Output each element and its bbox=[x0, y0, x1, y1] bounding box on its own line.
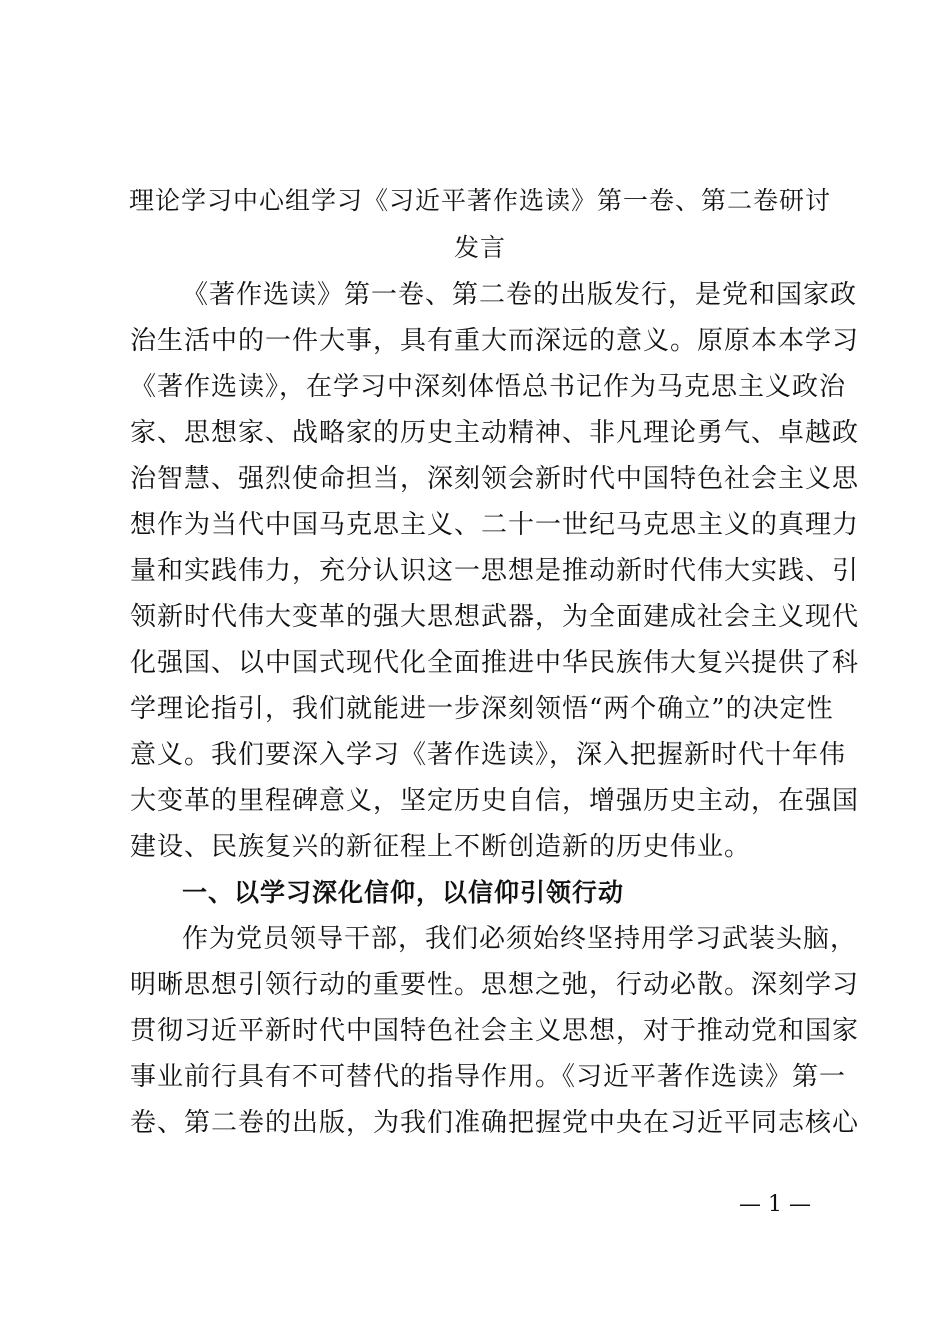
paragraph-line: 治生活中的一件大事，具有重大而深远的意义。原原本本学习 bbox=[130, 326, 860, 356]
paragraph-line: 大变革的里程碑意义，坚定历史自信，增强历史主动，在强国 bbox=[130, 786, 860, 816]
document-title-line-1: 理论学习中心组学习《习近平著作选读》第一卷、第二卷研讨 bbox=[128, 186, 831, 215]
paragraph-line: 想作为当代中国马克思主义、二十一世纪马克思主义的真理力 bbox=[130, 510, 860, 540]
page-number: — 1 — bbox=[739, 1192, 811, 1217]
paragraph-line: 家、思想家、战略家的历史主动精神、非凡理论勇气、卓越政 bbox=[130, 418, 860, 448]
paragraph-line: 作为党员领导干部，我们必须始终坚持用学习武装头脑， bbox=[182, 924, 858, 954]
paragraph-line: 领新时代伟大变革的强大思想武器，为全面建成社会主义现代 bbox=[130, 602, 860, 632]
paragraph-line: 意义。我们要深入学习《著作选读》，深入把握新时代十年伟 bbox=[130, 740, 847, 770]
paragraph-line: 量和实践伟力，充分认识这一思想是推动新时代伟大实践、引 bbox=[130, 556, 860, 586]
paragraph-line: 贯彻习近平新时代中国特色社会主义思想，对于推动党和国家 bbox=[130, 1016, 860, 1046]
paragraph-line: 治智慧、强烈使命担当，深刻领会新时代中国特色社会主义思 bbox=[130, 464, 860, 494]
paragraph-line: 明晰思想引领行动的重要性。思想之弛，行动必散。深刻学习 bbox=[130, 970, 860, 1000]
paragraph-line: 卷、第二卷的出版，为我们准确把握党中央在习近平同志核心 bbox=[130, 1108, 860, 1138]
document-title-line-2: 发言 bbox=[453, 233, 506, 262]
paragraph-line: 化强国、以中国式现代化全面推进中华民族伟大复兴提供了科 bbox=[130, 648, 860, 678]
paragraph-line: 学理论指引，我们就能进一步深刻领悟“两个确立”的决定性 bbox=[130, 694, 834, 724]
paragraph-line: 《著作选读》，在学习中深刻体悟总书记作为马克思主义政治 bbox=[130, 372, 847, 402]
section-heading: 一、以学习深化信仰，以信仰引领行动 bbox=[182, 878, 625, 907]
paragraph-line: 《著作选读》第一卷、第二卷的出版发行，是党和国家政 bbox=[182, 280, 858, 310]
paragraph-line: 建设、民族复兴的新征程上不断创造新的历史伟业。 bbox=[130, 832, 752, 862]
paragraph-line: 事业前行具有不可替代的指导作用。《习近平著作选读》第一 bbox=[130, 1062, 847, 1092]
